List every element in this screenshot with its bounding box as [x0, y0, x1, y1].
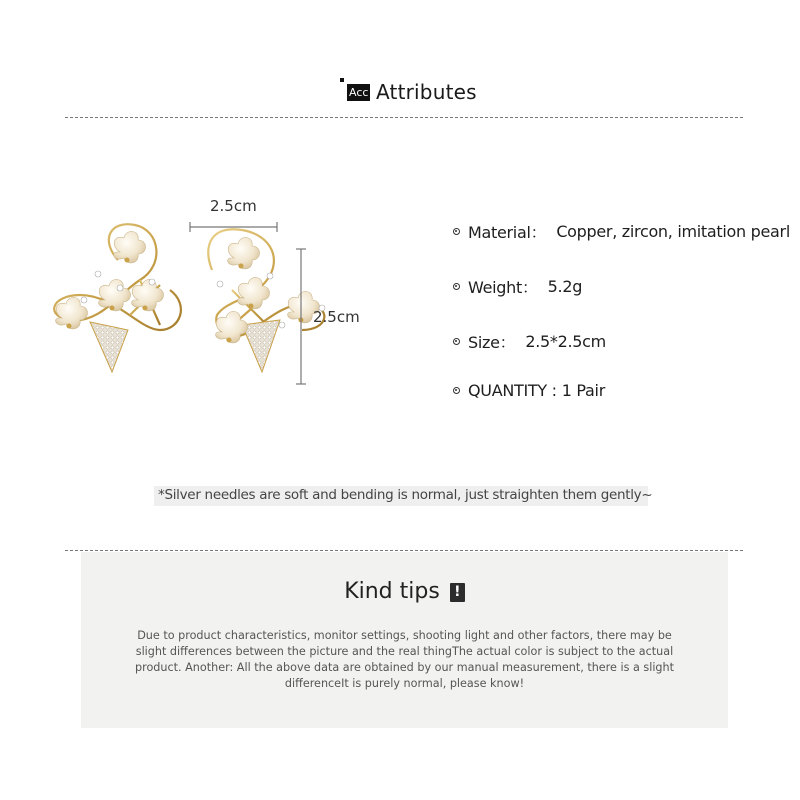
left-earring	[54, 224, 181, 372]
header-dot	[340, 78, 344, 82]
attribute-value: 1 Pair	[561, 381, 605, 400]
header-tag: Acc	[349, 86, 369, 99]
section-header	[0, 78, 800, 108]
bullet-icon	[453, 228, 460, 235]
attribute-value: 2.5*2.5cm	[525, 332, 606, 351]
section-title: Attributes	[376, 80, 477, 104]
kind-tips-box	[81, 552, 728, 728]
bullet-icon	[453, 283, 460, 290]
attribute-value: 5.2g	[547, 277, 583, 296]
alert-icon: !	[450, 583, 465, 602]
height-label: 2.5cm	[313, 308, 360, 326]
care-note	[154, 486, 653, 506]
attribute-label: Weight：	[468, 278, 538, 297]
width-marker	[190, 222, 277, 232]
divider-top	[65, 117, 743, 118]
attribute-label: Size：	[468, 333, 516, 352]
attribute-weight	[453, 275, 582, 298]
width-label: 2.5cm	[210, 197, 257, 215]
kind-tips-title-text: Kind tips	[344, 579, 440, 604]
divider-bottom	[65, 550, 743, 551]
care-note-text: *Silver needles are soft and bending is normal, just straighten them gently~	[158, 487, 653, 503]
bullet-icon	[453, 387, 460, 394]
attribute-label: QUANTITY :	[468, 381, 557, 400]
kind-tips-body: Due to product characteristics, monitor settings, shooting light and other factors, there may be slight differences between the picture and the real thingThe actual color is subject to the actual product. Another: All the above data are obtained by our manual measurement, there is a slight differenceIt is purely normal, please know!	[134, 629, 675, 690]
attribute-material	[453, 220, 790, 243]
right-earring	[208, 229, 325, 372]
attribute-size	[453, 330, 606, 353]
bullet-icon	[453, 338, 460, 345]
attribute-quantity	[453, 381, 605, 400]
attribute-value: Copper, zircon, imitation pearl	[556, 222, 790, 241]
attribute-label: Material：	[468, 223, 547, 242]
kind-tips-title	[81, 579, 728, 604]
